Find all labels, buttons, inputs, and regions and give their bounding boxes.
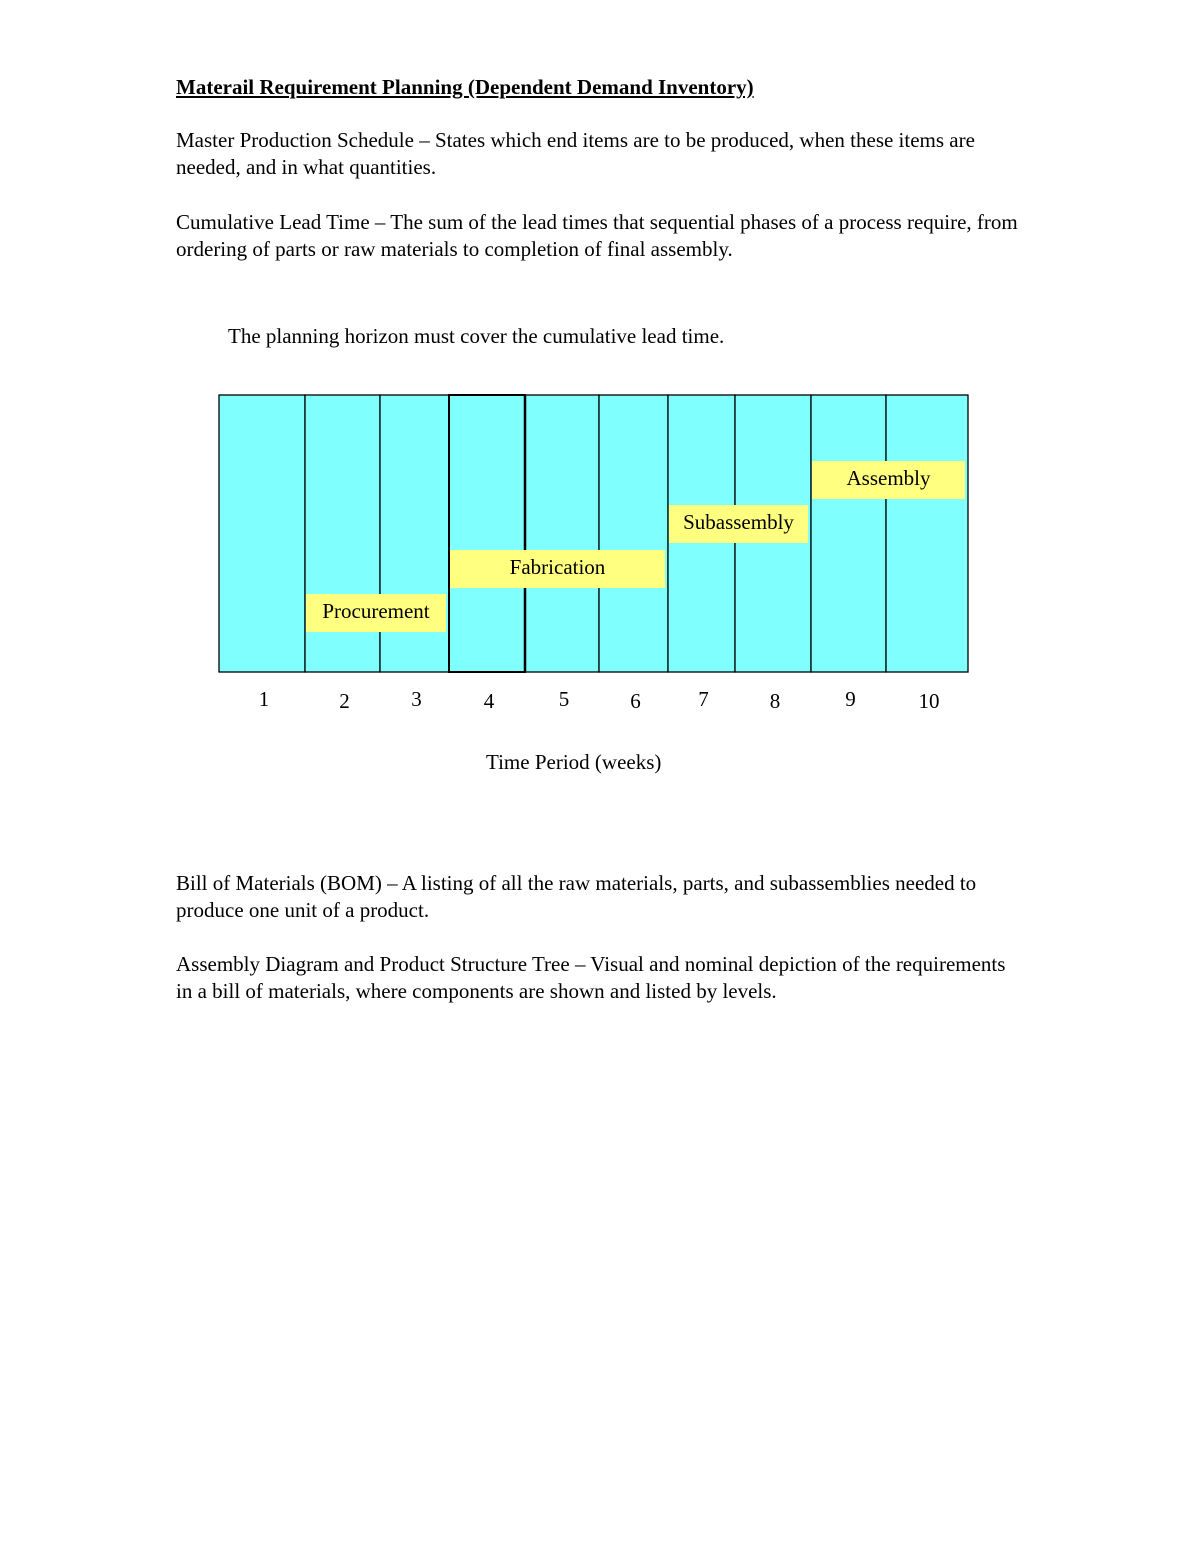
phase-assembly (812, 461, 965, 499)
period-tick-1: 1 (258, 687, 270, 711)
period-tick-7: 7 (698, 687, 709, 711)
planning-horizon-note: The planning horizon must cover the cumulative lead time. (228, 324, 725, 348)
phase-label-subassembly: Subassembly (683, 510, 794, 534)
paragraph-master-production-schedule: Master Production Schedule – States which end items are to be produced, when these items are needed, and in what quantities. (176, 128, 975, 179)
page-title: Materail Requirement Planning (Dependent Demand Inventory) (176, 75, 754, 99)
period-tick-5: 5 (558, 687, 570, 711)
phase-label-procurement: Procurement (322, 599, 430, 623)
lead-time-chart (200, 380, 1000, 730)
period-tick-3: 3 (411, 687, 422, 711)
paragraph-assembly-diagram: Assembly Diagram and Product Structure Tree – Visual and nominal depiction of the requirements in a bill of materials, where components are shown and listed by levels. (176, 952, 1006, 1003)
paragraph-bill-of-materials: Bill of Materials (BOM) – A listing of all the raw materials, parts, and subassemblies needed to produce one unit of a product. (176, 871, 977, 922)
period-column-9 (811, 395, 886, 672)
period-column-5 (525, 395, 599, 672)
phase-label-assembly: Assembly (846, 466, 931, 490)
period-tick-8: 8 (769, 689, 781, 713)
phase-subassembly (669, 505, 808, 543)
period-column-4 (449, 395, 525, 672)
phase-procurement (306, 594, 446, 632)
period-tick-10: 10 (918, 689, 940, 713)
period-column-6 (599, 395, 668, 672)
period-tick-6: 6 (630, 689, 641, 713)
x-axis-label: Time Period (weeks) (486, 750, 662, 774)
period-tick-4: 4 (483, 689, 495, 713)
period-tick-2: 2 (339, 689, 350, 713)
phase-fabrication (450, 550, 665, 588)
period-column-1 (219, 395, 305, 672)
phase-label-fabrication: Fabrication (509, 555, 606, 579)
period-tick-9: 9 (845, 687, 856, 711)
period-tick-labels (259, 687, 940, 713)
paragraph-cumulative-lead-time: Cumulative Lead Time – The sum of the lead times that sequential phases of a process require, from ordering of parts or raw materials to completion of final assembly. (176, 210, 1018, 261)
period-column-10 (886, 395, 968, 672)
